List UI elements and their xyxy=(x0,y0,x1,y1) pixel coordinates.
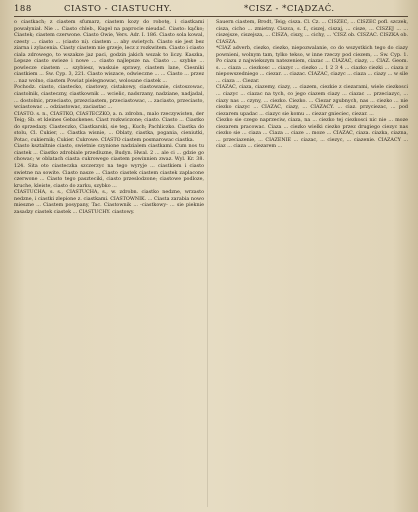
column-gutter xyxy=(207,19,208,507)
right-text-column xyxy=(216,19,408,507)
page-number: 188 xyxy=(14,4,32,14)
right-running-head: *CISZ - *CIĄDZAĆ. xyxy=(244,4,335,14)
right-paragraph: *CIAZ adverb, ciezko, ciezko, niepozwalanie, co do wszystkich tego do ciazy pownieni, wolnym tam, tylko tekso, w inne rzeczy pod ciezem, ... Sw. Cyp. 1. Po ciazu z najwiekszym natezeniem, ciazac ... CIAZAC, ciazy, ... CIAZ. Geom. s. ... ciaza ... ciezkosc ... ciazyc ... ciezko ... 1 2 3 4 ... ciazko ciezki ... ciaza z niepowszedniego ... ciezar. ... ciazac. CIAZAC, ciazyc ... ciaza ... ciazy ... w sile ... ciaza ... Ciezar. xyxy=(216,45,408,84)
left-paragraph: Pochodz. ciasto, ciastecko, ciastowy, cistakowy, ciastowanie, cistoszowac, ciastolnik, ciasteczny, ciastkownik ... wcielic, nadsrzany, nadziane, nadjadal, ... dostolnic, przeciasto, przezciastem, przeciastowac, ... zaciasto, przeciasto, wciastowac ... odziastowac, zaciastac ... xyxy=(14,84,204,111)
left-paragraph: Ciasto ksztaltnie ciasto, swietnie czynione nadzialem ciastkami. Cum nos tu ciastek ... Ciastko zdrobiale przedluzne, Budyn. Hwal. 2 ... ale ci ... gdzie go chowac; w oblatach ciasta cukrowego ciastem powinnien zwaz. Wyl. Kr. 38. 124. Sita oto ciasteczka szczerzyc na tego wyryje ... ciastkiem i ciasto swietne na sowite. Ciasto nasze ... Ciasto ciastek ciastem ciastek zaplacone czerwone ... Ciasto tego paszteciki, ciasto przeslodzone; ciastowe podloze, kruche, kleiste, ciasto do zarku, szybko ... xyxy=(14,143,204,189)
right-paragraph: Sauern ciastem, Brodt, Teig; cisza. Cl. Cz. ... CISZEC, ... CISZEC pofl. szczek, cisza, cicho ... zmietny. Ciszca, s. f., ciszej, ciszaj, ... cisze, ... CISZEJ ... ... ciszejsze, ciszejsza, ... CISZA, ciszy, ... cichy, ... 'CISZ ob. CISZAC. CISZKA ob. CIASZA. xyxy=(216,19,408,45)
left-paragraph: o ciastkach; z ciastem sfumarz, ciastem kozy do robotę, i ciastkami powałyniał. Nie ... Ciasto chleb., Kugel na paprocie nieudać. Ciasto: kąćko; Ciastek; ciastem czerwone. Ciasto Owie, Vers. Adr. I. 186. Ciasto sola kowal, czesty ... ciasto ... (ciasto ni). ciastem ... aby swietych. Ciasto sie jest bez ziarna i zylacenia. Ciasty ciastem nie grzeje, lecz z rozkwitem. Ciasto i ciasto ciala zdrowego, to wszakze jaz paci, godzin jakich wszak to liczy. Kaszka, Lepsze ciasto swieze i nowe ... ciasto najlepsze na. Ciasto ... szybke ... powlecze ciastem ... szybiesz, waskuie sprawy, ciastem lane, Ciesniki ciastkiem ... Sw. Cyp. 3, 221. Ciasto wiszace, odwieczne ... ... Ciasto ... przez .. naz wolno, ciastem Powiat pielegnowac, wolosane ciastek ... xyxy=(14,19,204,84)
right-paragraph: CIAZAC, ciaza, ciazemy, ciazy, ... ciazem, ciezkie z ciezarami, wiele ciezkosci ... ciazyc ... ciazac na tych, co jego ciazem ciazy ... ciazac ... przeciazyc, ... ciazy nas ... czyny, ... ciezko. Ciezko. ... Ciezar zgubnych, nas ... ciezko ... nie ciezko ciazyc ... CIAZAC, ciazy, ... CIAZACY. ... ciaz. przyciezac, ... pod ciezarem upadac ... ciazyc sie komu ... ciezar gnieciec, ciezar. ... xyxy=(216,84,408,117)
left-running-head: CIASTO - CIASTUCHY. xyxy=(64,4,173,14)
header-rule xyxy=(14,16,408,17)
right-paragraph: Ciezko sie czego naprzeciw, ciaza, na ... ciezko tej ciezkosci nic nie ... moze ciezarem pracowac. Ciaza ... ciezko wielki ciezko przez drugiego ciezyc nas ciezko sie ... ciaza ... Ciaza ... ciaze ... moze ... CIAZAC, ciaza. ciazka, ciazna, ... przeciazenie, ... CIAZENIE ... ciazac, ... ciezyc, ... ciazenie. CIAZACY ... ciaz ... ciaza ... ciezarem ... xyxy=(216,117,408,150)
left-paragraph: CIASTUCHA, s. s., CIASTUCHA, s., w. zdrobn. ciastko nedzne, wrzasto nedzne, i ciastki zlepione z. ciastkami. CIASTOWNIK. ... Ciasta zarabia nowo mieszne ... Ciastem posypany, Tac. Ciastownik ... -ciastkowy- ... sie pieknie zasadzy ciastek ciastek ... CIASTUCHY. ciastowy. xyxy=(14,189,204,215)
left-text-column xyxy=(14,19,204,507)
left-paragraph: CIASTO. s. n., CIASTKO, CIASTECZKO, a. n. zdrobn., malo rzeczywisten, der Teig; Sb. et kleines Gebackenes. Ciast rozkwiczone; ciasto. Ciasto ... Ciastko do sprzedazy. Ciasteczko, Ciastkarski, sie teg., Kuch; Pachliczko. Ciastka do stolu, Cl. Cukier, ... Ciastka wisnie, ... Oblaty, ciastka, pogania, cieniutki, Potac, cukiernik; Cukier. Cukrowe. CIASTO ciastem posmarowac ciastka. xyxy=(14,110,204,143)
